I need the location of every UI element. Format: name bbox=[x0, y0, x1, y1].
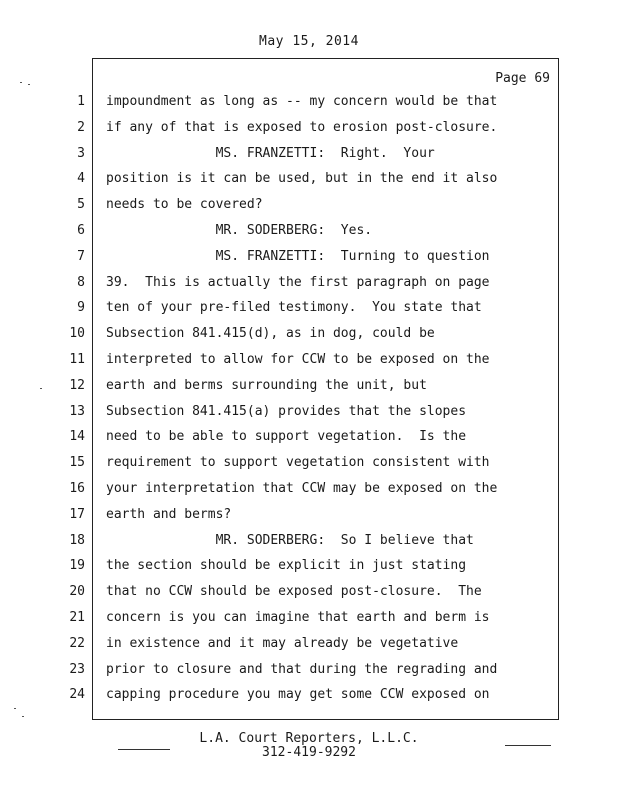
line-number: 20 bbox=[69, 584, 85, 599]
transcript-line: MR. SODERBERG: Yes. bbox=[106, 223, 373, 238]
line-number: 13 bbox=[69, 404, 85, 419]
court-reporter-phone: 312-419-9292 bbox=[262, 745, 356, 760]
line-number: 1 bbox=[77, 94, 85, 109]
scan-mark bbox=[40, 388, 42, 389]
transcript-line: Subsection 841.415(d), as in dog, could be bbox=[106, 326, 435, 341]
line-number: 3 bbox=[77, 146, 85, 161]
transcript-line: requirement to support vegetation consistent with bbox=[106, 455, 490, 470]
court-reporter-name: L.A. Court Reporters, L.L.C. bbox=[199, 731, 419, 746]
line-number: 11 bbox=[69, 352, 85, 367]
line-number: 8 bbox=[77, 275, 85, 290]
line-number: 22 bbox=[69, 636, 85, 651]
transcript-line: 39. This is actually the first paragraph on page bbox=[106, 275, 490, 290]
transcript-line: prior to closure and that during the regrading and bbox=[106, 662, 498, 677]
transcript-line: earth and berms? bbox=[106, 507, 232, 522]
transcript-line: impoundment as long as -- my concern would be that bbox=[106, 94, 498, 109]
transcript-date: May 15, 2014 bbox=[259, 34, 359, 49]
scan-mark bbox=[28, 84, 30, 85]
line-number: 5 bbox=[77, 197, 85, 212]
line-number: 21 bbox=[69, 610, 85, 625]
line-number: 9 bbox=[77, 300, 85, 315]
transcript-line: earth and berms surrounding the unit, but bbox=[106, 378, 427, 393]
transcript-line: the section should be explicit in just stating bbox=[106, 558, 467, 573]
transcript-line: capping procedure you may get some CCW exposed on bbox=[106, 687, 490, 702]
transcript-line: position is it can be used, but in the end it also bbox=[106, 171, 498, 186]
line-number: 2 bbox=[77, 120, 85, 135]
scan-mark bbox=[14, 708, 16, 709]
transcript-line: needs to be covered? bbox=[106, 197, 263, 212]
scan-mark bbox=[20, 82, 22, 83]
line-number: 23 bbox=[69, 662, 85, 677]
transcript-line: need to be able to support vegetation. Is the bbox=[106, 429, 467, 444]
page-number: Page 69 bbox=[495, 71, 550, 86]
line-number: 24 bbox=[69, 687, 85, 702]
line-number: 7 bbox=[77, 249, 85, 264]
line-number: 6 bbox=[77, 223, 85, 238]
transcript-line: your interpretation that CCW may be exposed on the bbox=[106, 481, 498, 496]
transcript-line: MR. SODERBERG: So I believe that bbox=[106, 533, 474, 548]
line-number: 16 bbox=[69, 481, 85, 496]
transcript-line: interpreted to allow for CCW to be exposed on the bbox=[106, 352, 490, 367]
line-number: 14 bbox=[69, 429, 85, 444]
line-number: 17 bbox=[69, 507, 85, 522]
transcript-line: that no CCW should be exposed post-closure. The bbox=[106, 584, 482, 599]
footer-rule-left bbox=[118, 749, 170, 750]
line-number: 12 bbox=[69, 378, 85, 393]
transcript-line: ten of your pre-filed testimony. You state that bbox=[106, 300, 482, 315]
line-number: 4 bbox=[77, 171, 85, 186]
line-number: 10 bbox=[69, 326, 85, 341]
transcript-line: in existence and it may already be vegetative bbox=[106, 636, 459, 651]
footer-rule-right bbox=[505, 745, 551, 746]
line-number: 15 bbox=[69, 455, 85, 470]
transcript-line: MS. FRANZETTI: Right. Your bbox=[106, 146, 435, 161]
scan-mark bbox=[22, 716, 24, 717]
transcript-line: MS. FRANZETTI: Turning to question bbox=[106, 249, 490, 264]
line-number: 19 bbox=[69, 558, 85, 573]
line-number: 18 bbox=[69, 533, 85, 548]
transcript-line: Subsection 841.415(a) provides that the slopes bbox=[106, 404, 467, 419]
transcript-line: concern is you can imagine that earth and berm is bbox=[106, 610, 490, 625]
transcript-line: if any of that is exposed to erosion post-closure. bbox=[106, 120, 498, 135]
